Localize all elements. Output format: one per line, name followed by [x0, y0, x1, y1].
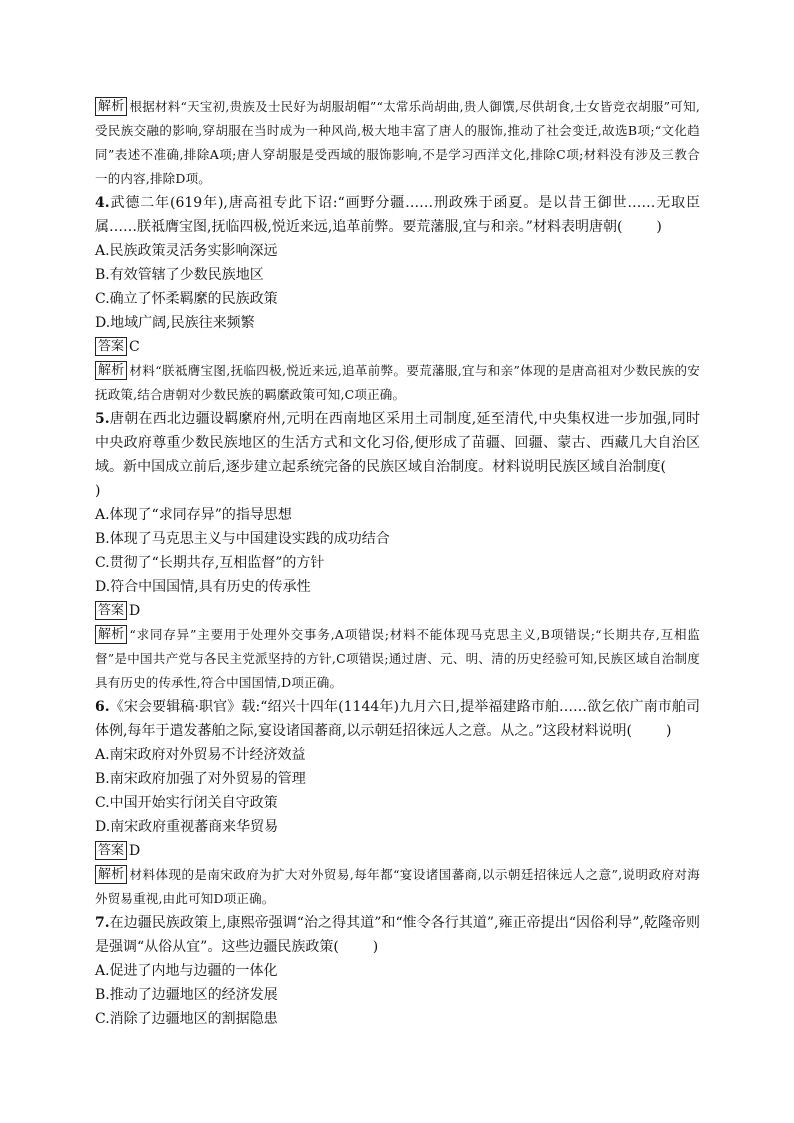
option-b: B.有效管辖了少数民族地区 [95, 267, 264, 283]
option-a: A.南宋政府对外贸易不计经济效益 [95, 747, 306, 763]
question-text: 《宋会要辑稿·职官》载:“绍兴十四年(1144年)九月六日,提举福建路市舶……欲乞依广南市舶司体例,每年于遣发蕃舶之际,宴设诸国蕃商,以示朝廷招徕远人之意。从之。”这段材料说明( [95, 699, 700, 739]
analysis-text: 材料体现的是南宋政府为扩大对外贸易,每年都“宴设诸国蕃商,以示朝廷招徕远人之意”,说明政府对海外贸易重视,由此可知D项正确。 [95, 867, 700, 906]
option-a: A.民族政策灵活务实影响深远 [95, 243, 278, 259]
analysis-paragraph [95, 863, 700, 911]
option-d: D.地域广阔,民族往来频繁 [95, 315, 255, 331]
question-number: 6 [95, 699, 105, 715]
analysis-tag: 解析 [95, 625, 127, 644]
answer-tag: 答案 [95, 337, 127, 356]
option-a: A.促进了内地与边疆的一体化 [95, 963, 278, 979]
question-text: 武德二年(619年),唐高祖专此下诏:“画野分疆……刑政殊于函夏。是以昔王御世……无取臣属……朕祗膺宝图,抚临四极,悦近来远,追革前弊。要荒藩服,宜与和亲。”材料表明唐朝( [95, 195, 700, 235]
option-b: B.体现了马克思主义与中国建设实践的成功结合 [95, 531, 390, 547]
option-b: B.南宋政府加强了对外贸易的管理 [95, 771, 306, 787]
answer-tag: 答案 [95, 601, 127, 620]
answer-line [95, 335, 700, 359]
answer-value: D [129, 843, 141, 859]
analysis-tag: 解析 [95, 865, 127, 884]
answer-value: D [129, 603, 141, 619]
question-number: 5 [95, 411, 105, 427]
analysis-text: “求同存异”主要用于处理外交事务,A项错误;材料不能体现马克思主义,B项错误;“长期共存,互相监督”是中国共产党与各民主党派坚持的方针,C项错误;通过唐、元、明、清的历史经验可知,民族区域自治制度具有历史的传承性,符合中国国情,D项正确。 [95, 627, 700, 690]
analysis-tag: 解析 [95, 97, 127, 116]
option-c: C.中国开始实行闭关自守政策 [95, 795, 278, 811]
analysis-tag: 解析 [95, 361, 127, 380]
answer-tag: 答案 [95, 841, 127, 860]
question-text: 唐朝在西北边疆设羁縻府州,元明在西南地区采用土司制度,延至清代,中央集权进一步加强,同时中央政府尊重少数民族地区的生活方式和文化习俗,便形成了苗疆、回疆、蒙古、西藏几大自治区域。新中国成立前后,逐步建立起系统完备的民族区域自治制度。材料说明民族区域自治制度( [95, 411, 700, 475]
question-7-stem: 7.在边疆民族政策上,康熙帝强调“治之得其道”和“惟令各行其道”,雍正帝提出“因俗利导”,乾隆帝则是强调“从俗从宜”。这些边疆民族政策( ) [95, 915, 700, 955]
option-d: D.符合中国国情,具有历史的传承性 [95, 579, 311, 595]
option-c: C.贯彻了“长期共存,互相监督”的方针 [95, 555, 325, 571]
answer-value: C [129, 339, 140, 355]
analysis-paragraph [95, 95, 700, 191]
question-number: 4 [95, 195, 105, 211]
option-c: C.确立了怀柔羁縻的民族政策 [95, 291, 278, 307]
analysis-paragraph [95, 623, 700, 695]
option-c: C.消除了边疆地区的割据隐患 [95, 1011, 278, 1027]
option-b: B.推动了边疆地区的经济发展 [95, 987, 278, 1003]
analysis-text: 材料“朕祗膺宝图,抚临四极,悦近来远,追革前弊。要荒藩服,宜与和亲”体现的是唐高祖对少数民族的安抚政策,结合唐朝对少数民族的羁縻政策可知,C项正确。 [95, 363, 700, 402]
question-text: 在边疆民族政策上,康熙帝强调“治之得其道”和“惟令各行其道”,雍正帝提出“因俗利导”,乾隆帝则是强调“从俗从宜”。这些边疆民族政策( [95, 915, 700, 955]
answer-line [95, 839, 700, 863]
analysis-text: 根据材料“天宝初,贵族及士民好为胡服胡帽”“太常乐尚胡曲,贵人御馔,尽供胡食,士女皆竞衣胡服”可知,受民族交融的影响,穿胡服在当时成为一种风尚,极大地丰富了唐人的服饰,推动了社会变迁,故选B项;“文化趋同”表述不准确,排除A项;唐人穿胡服是受西域的服饰影响,不是学习西洋文化,排除C项;材料没有涉及三教合一的内容,排除D项。 [95, 99, 700, 186]
option-a: A.体现了“求同存异”的指导思想 [95, 507, 292, 523]
analysis-paragraph [95, 359, 700, 407]
option-d: D.南宋政府重视蕃商来华贸易 [95, 819, 279, 835]
question-number: 7 [95, 915, 105, 931]
question-6-stem: 6.《宋会要辑稿·职官》载:“绍兴十四年(1144年)九月六日,提举福建路市舶……欲乞依广南市舶司体例,每年于遣发蕃舶之际,宴设诸国蕃商,以示朝廷招徕远人之意。从之。”这段材料说明( ) [95, 699, 700, 739]
question-4-stem: 4.武德二年(619年),唐高祖专此下诏:“画野分疆……刑政殊于函夏。是以昔王御世……无取臣属……朕祗膺宝图,抚临四极,悦近来远,追革前弊。要荒藩服,宜与和亲。”材料表明唐朝( ) [95, 195, 700, 235]
question-5-stem: 5.唐朝在西北边疆设羁縻府州,元明在西南地区采用土司制度,延至清代,中央集权进一步加强,同时中央政府尊重少数民族地区的生活方式和文化习俗,便形成了苗疆、回疆、蒙古、西藏几大自治区域。新中国成立前后,逐步建立起系统完备的民族区域自治制度。材料说明民族区域自治制度() [95, 411, 700, 499]
answer-line [95, 599, 700, 623]
page-content [95, 95, 700, 1031]
